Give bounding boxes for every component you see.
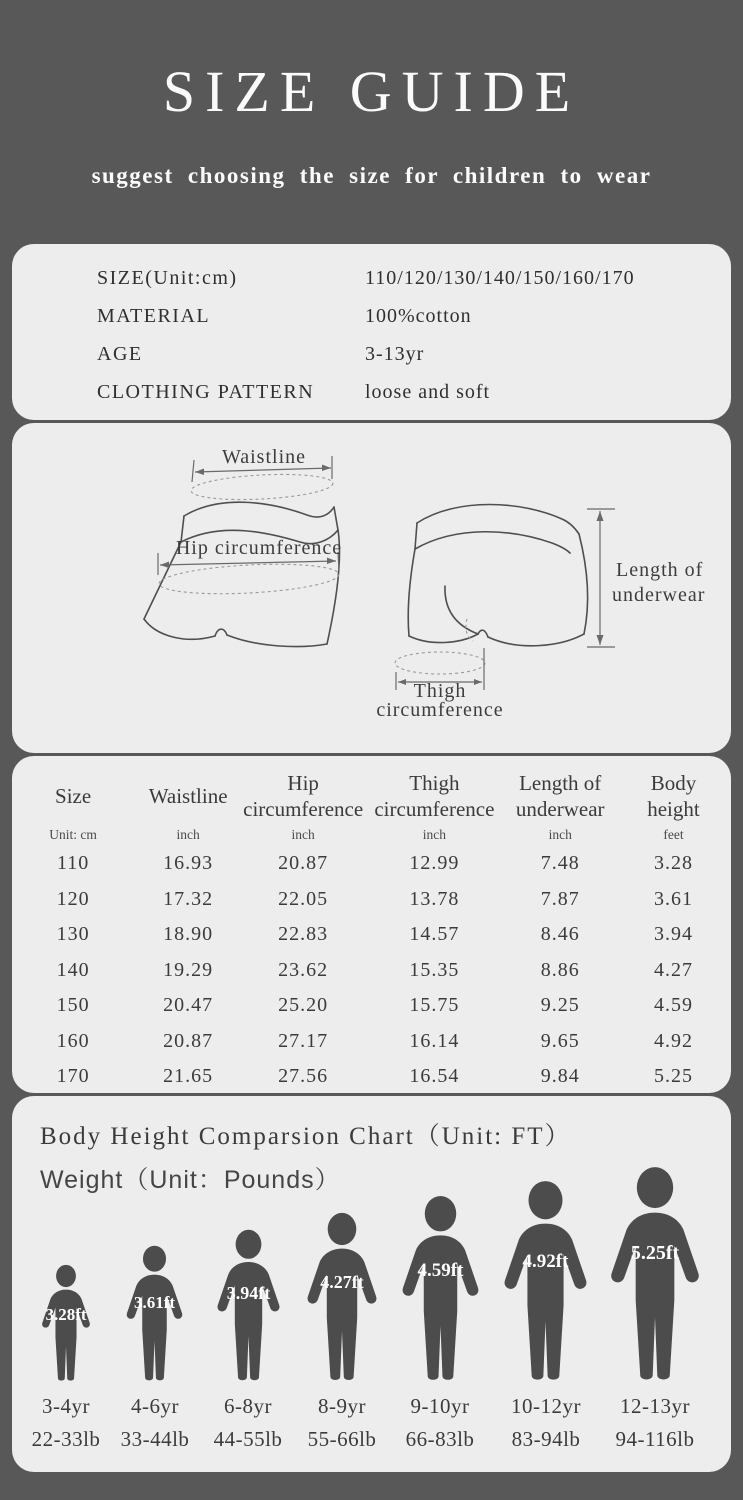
underwear-back-drawing <box>408 505 587 646</box>
table-cell: 9.84 <box>540 1065 580 1088</box>
table-cell: 20.47 <box>163 994 214 1017</box>
table-cell: 3.61 <box>653 887 693 910</box>
table-row <box>12 1059 731 1095</box>
info-row-material <box>12 297 731 335</box>
info-value: loose and soft <box>365 381 491 403</box>
table-cell: 7.48 <box>540 852 580 875</box>
age-range-label: 10-12yr <box>511 1394 581 1418</box>
height-comparison-card <box>12 1096 731 1472</box>
age-range-label: 8-9yr <box>318 1394 366 1418</box>
age-range-label: 9-10yr <box>410 1394 470 1418</box>
person-silhouette-icon <box>208 1229 289 1382</box>
person-silhouette-icon <box>297 1212 387 1382</box>
table-cell: 17.32 <box>163 887 214 910</box>
hip-arrow <box>160 561 336 565</box>
unit-cell: inch <box>548 827 572 842</box>
chart-subtitle: Weight（Unit：Pounds） <box>40 1166 341 1194</box>
age-range-label: 4-6yr <box>131 1394 179 1418</box>
table-row <box>12 846 731 882</box>
figure-height-label: 3.94ft <box>226 1282 271 1303</box>
figure-height-label: 3.61ft <box>133 1292 176 1312</box>
figure-height-label: 4.92ft <box>522 1250 569 1272</box>
column-header-length: Length of underwear <box>515 771 605 821</box>
hip-circumference-label: Hip circumference <box>175 537 343 559</box>
table-row <box>12 917 731 953</box>
info-label: SIZE(Unit:cm) <box>97 267 238 289</box>
table-cell: 5.25 <box>653 1065 693 1088</box>
column-header-waistline: Waistline <box>148 784 228 808</box>
table-cell: 23.62 <box>278 958 329 981</box>
size-table-header <box>12 768 731 846</box>
weight-range-label: 55-66lb <box>307 1427 377 1451</box>
column-header-hip: Hip circumference <box>243 771 364 821</box>
table-cell: 18.90 <box>163 923 214 946</box>
header-row <box>12 768 731 824</box>
waistline-label: Waistline <box>221 446 307 468</box>
column-header-size: Size <box>55 784 92 808</box>
thigh-label-line2: circumference <box>376 699 504 721</box>
length-label-line1: Length of <box>616 559 704 581</box>
table-cell: 8.46 <box>540 923 580 946</box>
product-info-card <box>12 244 731 420</box>
table-cell: 15.75 <box>409 994 460 1017</box>
table-cell: 170 <box>56 1065 90 1088</box>
unit-cell: inch <box>176 827 200 842</box>
person-silhouette-icon <box>598 1166 712 1382</box>
table-row <box>12 882 731 918</box>
table-cell: 16.14 <box>409 1029 460 1052</box>
table-cell: 16.93 <box>163 852 214 875</box>
column-header-body-height: Body height <box>647 771 700 821</box>
table-cell: 110 <box>56 852 90 875</box>
table-cell: 150 <box>56 994 90 1017</box>
info-value: 110/120/130/140/150/160/170 <box>365 267 635 289</box>
info-value: 3-13yr <box>365 343 425 365</box>
underwear-front-drawing <box>144 502 343 646</box>
table-cell: 160 <box>56 1029 90 1052</box>
info-row-size <box>12 259 731 297</box>
info-label: CLOTHING PATTERN <box>97 381 315 403</box>
unit-row <box>12 824 731 846</box>
info-label: MATERIAL <box>97 305 211 327</box>
thigh-ellipse <box>395 652 485 674</box>
unit-cell: Unit: cm <box>49 827 97 842</box>
child-figure-4 <box>297 1212 387 1382</box>
table-cell: 16.54 <box>409 1065 460 1088</box>
table-cell: 21.65 <box>163 1065 214 1088</box>
age-range-label: 3-4yr <box>42 1394 90 1418</box>
table-cell: 4.92 <box>653 1029 693 1052</box>
figure-height-label: 4.27ft <box>320 1271 364 1292</box>
info-row-age <box>12 335 731 373</box>
page-subtitle: suggest choosing the size for children to wear <box>91 163 652 188</box>
table-cell: 4.27 <box>653 958 693 981</box>
column-header-thigh: Thigh circumference <box>374 771 495 821</box>
unit-cell: inch <box>291 827 315 842</box>
table-cell: 3.94 <box>653 923 693 946</box>
person-silhouette-icon <box>118 1245 191 1382</box>
size-table-card <box>12 756 731 1093</box>
weight-range-label: 83-94lb <box>511 1427 581 1451</box>
table-cell: 12.99 <box>409 852 460 875</box>
chart-title: Body Height Comparsion Chart（Unit: FT） <box>40 1123 572 1150</box>
table-row <box>12 953 731 989</box>
figure-height-label: 5.25ft <box>630 1241 680 1264</box>
child-figure-7 <box>598 1166 712 1382</box>
size-table <box>12 768 731 1095</box>
waistline-arrow <box>195 468 331 472</box>
page-header <box>0 0 743 189</box>
product-info-rows <box>12 244 731 411</box>
age-range-label: 12-13yr <box>620 1394 690 1418</box>
table-cell: 25.20 <box>278 994 329 1017</box>
weight-range-label: 22-33lb <box>31 1427 101 1451</box>
info-value: 100%cotton <box>365 305 472 327</box>
table-cell: 20.87 <box>278 852 329 875</box>
table-row <box>12 988 731 1024</box>
page-title: SIZE GUIDE <box>162 59 581 124</box>
child-figure-2 <box>118 1245 191 1382</box>
table-cell: 14.57 <box>409 923 460 946</box>
weight-range-label: 66-83lb <box>405 1427 475 1451</box>
child-figure-5 <box>391 1195 490 1382</box>
weight-range-label: 44-55lb <box>213 1427 283 1451</box>
size-table-body <box>12 846 731 1095</box>
measurement-diagram-card <box>12 423 731 753</box>
info-row-pattern <box>12 373 731 411</box>
info-label: AGE <box>97 343 143 365</box>
person-silhouette-icon <box>492 1180 599 1382</box>
table-cell: 19.29 <box>163 958 214 981</box>
weight-range-label: 33-44lb <box>120 1427 190 1451</box>
table-cell: 27.17 <box>278 1029 329 1052</box>
underwear-measurement-diagram <box>12 423 731 753</box>
figure-height-label: 3.28ft <box>45 1305 87 1325</box>
table-cell: 9.65 <box>540 1029 580 1052</box>
table-cell: 9.25 <box>540 994 580 1017</box>
figure-height-label: 4.59ft <box>417 1260 464 1282</box>
table-cell: 8.86 <box>540 958 580 981</box>
table-cell: 120 <box>56 887 90 910</box>
table-cell: 130 <box>56 923 90 946</box>
unit-cell: inch <box>422 827 446 842</box>
table-cell: 7.87 <box>540 887 580 910</box>
weight-range-label: 94-116lb <box>615 1427 695 1451</box>
table-cell: 15.35 <box>409 958 460 981</box>
child-figure-6 <box>492 1180 599 1382</box>
child-figure-1 <box>35 1264 97 1382</box>
age-range-label: 6-8yr <box>224 1394 272 1418</box>
table-cell: 13.78 <box>409 887 460 910</box>
waistline-ellipse <box>190 471 333 502</box>
unit-cell: feet <box>663 827 684 842</box>
table-cell: 3.28 <box>653 852 693 875</box>
length-label-line2: underwear <box>612 584 706 606</box>
table-cell: 140 <box>56 958 90 981</box>
person-silhouette-icon <box>391 1195 490 1382</box>
table-cell: 22.83 <box>278 923 329 946</box>
thigh-label-line1: Thigh <box>413 680 467 702</box>
table-cell: 22.05 <box>278 887 329 910</box>
table-cell: 27.56 <box>278 1065 329 1088</box>
table-row <box>12 1024 731 1060</box>
hip-ellipse <box>158 560 339 597</box>
child-figure-3 <box>208 1229 289 1382</box>
table-cell: 4.59 <box>653 994 693 1017</box>
table-cell: 20.87 <box>163 1029 214 1052</box>
